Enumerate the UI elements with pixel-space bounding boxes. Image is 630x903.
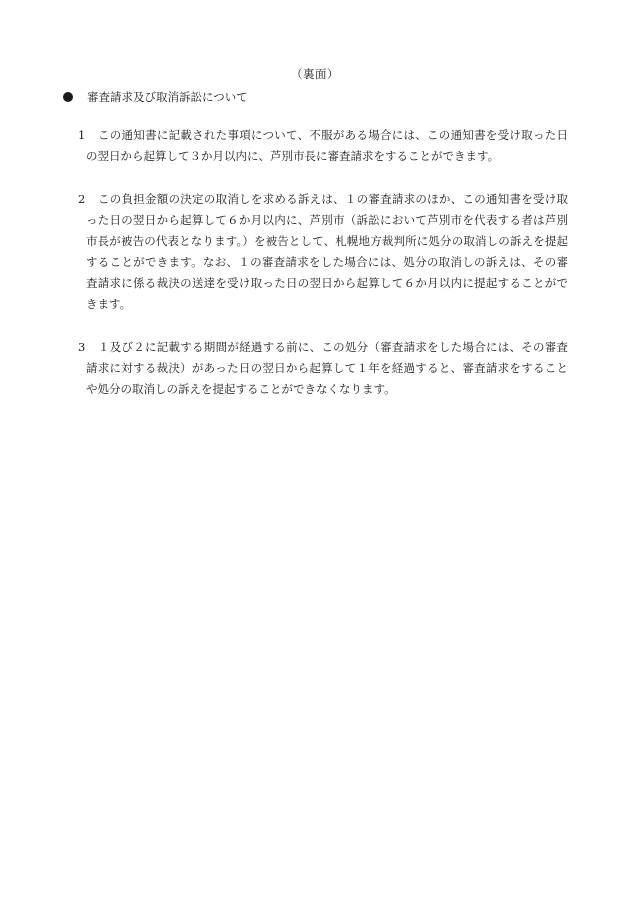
section-heading-text: 審査請求及び取消訴訟について bbox=[87, 90, 248, 104]
item-text: この通知書に記載された事項について、不服がある場合には、この通知書を受け取った日の翌日から起算して３か月以内に、芦別市長に審査請求をすることができます。 bbox=[86, 128, 568, 163]
list-item bbox=[78, 337, 568, 400]
item-number: 2 bbox=[78, 192, 86, 206]
list-item bbox=[78, 189, 568, 315]
page-side-label: （裏面） bbox=[291, 67, 339, 81]
item-text: １及び２に記載する期間が経過する前に、この処分（審査請求をした場合には、その審査請求に対する裁決）があった日の翌日から起算して１年を経過すると、審査請求をすることや処分の取消しの訴えを提起することができなくなります。 bbox=[86, 340, 568, 396]
bullet-icon bbox=[63, 92, 73, 102]
section-heading bbox=[63, 89, 248, 105]
list-item bbox=[78, 125, 568, 167]
item-number: 3 bbox=[78, 340, 86, 354]
item-text: この負担金額の決定の取消しを求める訴えは、１の審査請求のほか、この通知書を受け取った日の翌日から起算して６か月以内に、芦別市（訴訟において芦別市を代表する者は芦別市長が被告の代表となります。）を被告として、札幌地方裁判所に処分の取消しの訴えを提起することができます。なお、１の審査請求をした場合には、処分の取消しの訴えは、その審査請求に係る裁決の送達を受け取った日の翌日から起算して６か月以内に提起することができます。 bbox=[86, 192, 568, 311]
item-number: 1 bbox=[78, 128, 86, 142]
